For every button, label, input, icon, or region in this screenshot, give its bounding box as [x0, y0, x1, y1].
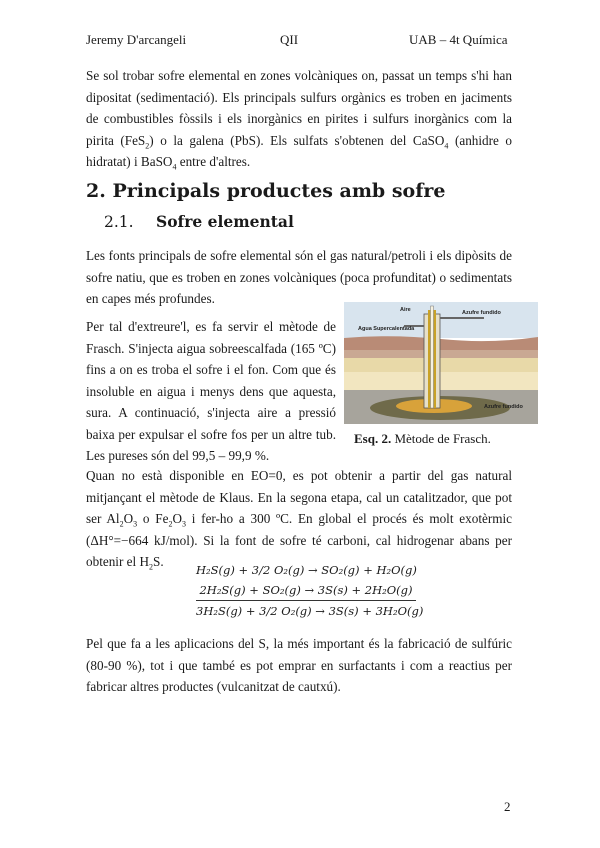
- klaus-text-d: O: [172, 511, 182, 526]
- caption-text: Mètode de Frasch.: [391, 431, 491, 446]
- header-institution: UAB – 4t Química: [409, 32, 508, 47]
- equation-1: H₂S(g) + 3/2 O₂(g) → SO₂(g) + H₂O(g): [196, 563, 417, 577]
- subsection-heading: [104, 212, 294, 231]
- klaus-text-a: Quan no està disponible en EO=0, es pot obtenir a partir del gas natural mitjançant el mètode de Klaus. En la segona etapa, cal un catalitzador, que pot ser Al: [86, 468, 512, 526]
- klaus-sub-d: 3: [181, 519, 186, 529]
- section-heading: 2. Principals productes amb sofre: [86, 180, 446, 202]
- caption-label: Esq. 2.: [354, 431, 392, 446]
- sky-layer: [344, 302, 538, 338]
- air-pipe: [431, 306, 434, 408]
- frasch-method-diagram: [344, 302, 538, 424]
- header-course: QII: [280, 32, 299, 47]
- applications-paragraph: Pel que fa a les aplicacions del S, la més important és la fabricació de sulfúric (80-90 %), tot i que també es pot emprar en surfactants i com a reactius per fabricar altres productes (vulcanitzat de cautxú).: [86, 636, 512, 694]
- claus-equations: [196, 560, 424, 621]
- intro-text-1: Se sol trobar sofre elemental en zones volcàniques on, passat un temps s'hi han dipositat (sedimentació). Els principals sulfurs orgànics es troben en jaciments de combustibles fòssils i els inorgànics en pirites i sulfurs inorgànics com la pirita (FeS: [86, 68, 512, 148]
- sand-layer: [344, 358, 538, 372]
- label-air: Aire: [400, 307, 411, 313]
- klaus-sub-c: 2: [168, 519, 173, 529]
- limestone-layer: [344, 372, 538, 390]
- intro-sub-2: 4: [444, 141, 449, 151]
- label-sulfur-bottom: Azufre fundido: [484, 404, 523, 410]
- page-number: 2: [504, 799, 511, 814]
- klaus-text-e: i fer-ho a 300 ºC. En global el procés és molt exotèrmic (ΔH°=−664 kJ/mol). Si la font de sofre té carboni, cal hidrogenar abans per obtenir el H: [86, 511, 513, 569]
- klaus-text-f: S.: [153, 554, 164, 569]
- subsection-number: 2.1.: [104, 213, 134, 231]
- klaus-sub-b: 3: [133, 519, 138, 529]
- intro-sub-1: 2: [145, 141, 150, 151]
- intro-paragraph: [86, 65, 512, 173]
- klaus-text-c: o Fe: [137, 511, 169, 526]
- equation-2: 2H₂S(g) + SO₂(g) → 3S(s) + 2H₂O(g): [196, 580, 416, 601]
- intro-sub-3: 4: [172, 162, 177, 172]
- klaus-sub-e: 2: [149, 562, 153, 572]
- topsoil-layer: [344, 336, 538, 350]
- soil-layer-2: [344, 350, 538, 358]
- equation-total: 3H₂S(g) + 3/2 O₂(g) → 3S(s) + 3H₂O(g): [196, 604, 424, 618]
- label-water: Agua Supercalentada: [358, 326, 415, 332]
- intro-text-4: entre d'altres.: [176, 154, 251, 169]
- intro-text-2: ) o la galena (PbS). Els sulfats s'obtenen del CaSO: [149, 132, 445, 148]
- klaus-text-b: O: [123, 511, 134, 526]
- intro-text-3: (anhidre o hidratat) i BaSO: [86, 132, 512, 169]
- header-author: Jeremy D'arcangeli: [86, 32, 187, 47]
- frasch-paragraph: Per tal d'extreure'l, es fa servir el mètode de Frasch. S'injecta aigua sobreescalfada (165 ºC) fins a on es troba el sofre i el fon. Com que és insoluble en aigua i menys dens que aquesta, sura. A continuació, s'injecta aire a pressió baixa per expulsar el sofre fos per un altre tub. Les pureses són del 99,5 – 99,9 %.: [86, 319, 336, 463]
- sources-paragraph: Les fonts principals de sofre elemental són el gas natural/petroli i els dipòsits de sofre natiu, que es troben en zones volcàniques (poca profunditat) o sedimentats en capes més profundes.: [86, 248, 512, 306]
- label-sulfur-top: Azufre fundido: [462, 310, 501, 316]
- klaus-paragraph: [86, 465, 512, 573]
- subsection-title: Sofre elemental: [156, 212, 294, 231]
- figure-caption: [354, 431, 491, 447]
- klaus-sub-a: 2: [119, 519, 124, 529]
